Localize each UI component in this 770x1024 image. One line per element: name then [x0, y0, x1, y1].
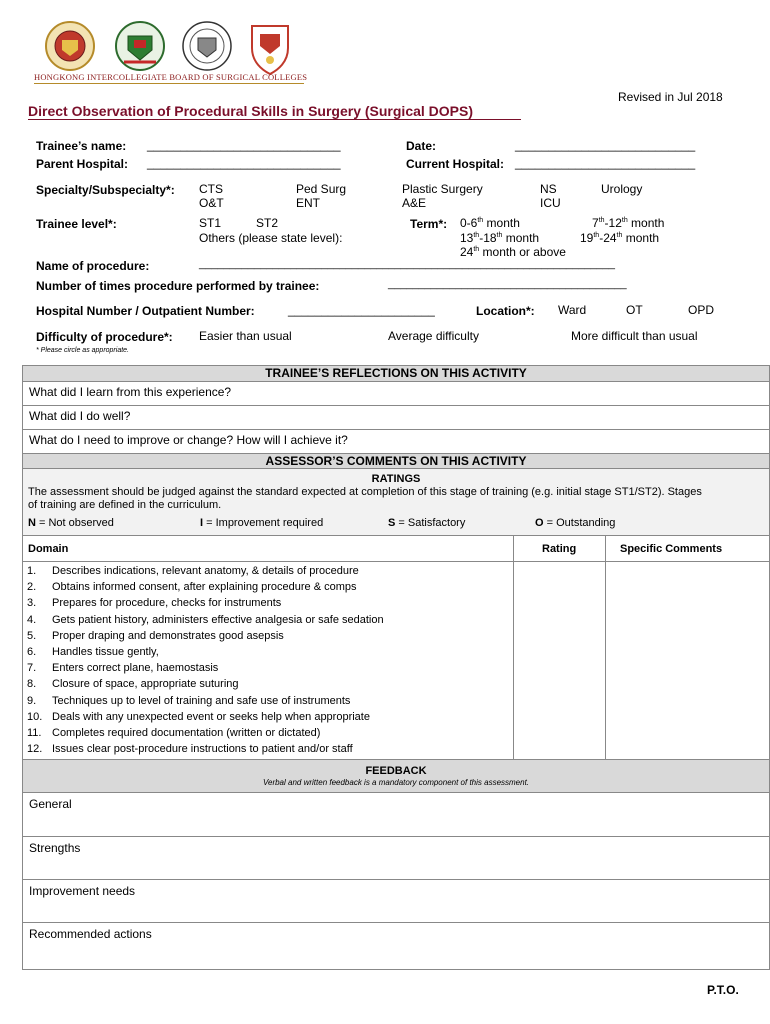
difficulty-label: Difficulty of procedure*:	[36, 330, 173, 344]
page-title: Direct Observation of Procedural Skills in Surgery (Surgical DOPS)	[28, 103, 474, 119]
domain-number: 7.	[27, 662, 37, 675]
domain-row[interactable]	[22, 711, 770, 727]
domain-number: 8.	[27, 678, 37, 691]
general-label: General	[29, 797, 72, 811]
strengths-field[interactable]	[22, 836, 770, 880]
date-label: Date:	[406, 139, 437, 153]
specialty-option[interactable]: ICU	[540, 196, 561, 210]
domain-text: Prepares for procedure, checks for instruments	[52, 597, 282, 610]
domain-text: Deals with any unexpected event or seeks help when appropriate	[52, 710, 370, 723]
circle-note: * Please circle as appropriate.	[36, 347, 129, 354]
domain-row[interactable]	[22, 678, 770, 694]
trainee-name-label: Trainee’s name:	[36, 139, 127, 153]
domain-text: Obtains informed consent, after explaining procedure & comps	[52, 581, 357, 594]
reflection-improve-field[interactable]	[22, 429, 770, 454]
domain-row[interactable]	[22, 727, 770, 743]
specialty-option[interactable]: A&E	[402, 196, 427, 210]
reflections-heading: TRAINEE’S REFLECTIONS ON THIS ACTIVITY	[22, 365, 770, 382]
assessor-heading: ASSESSOR’S COMMENTS ON THIS ACTIVITY	[22, 453, 770, 469]
improvement-label: Improvement needs	[29, 884, 136, 898]
term-option[interactable]: 24th month or above	[460, 245, 566, 259]
term-option[interactable]: 7th-12th month	[592, 216, 665, 230]
domain-row[interactable]	[22, 565, 770, 581]
domain-text: Closure of space, appropriate suturing	[52, 678, 239, 691]
specialty-option[interactable]: Urology	[601, 182, 643, 196]
domain-number: 11.	[27, 727, 42, 739]
domain-row[interactable]	[22, 597, 770, 613]
general-feedback-field[interactable]	[22, 792, 770, 837]
reflection-improve-label: What do I need to improve or change? How will I achieve it?	[29, 433, 348, 447]
term-option[interactable]: 0-6th month	[460, 216, 520, 230]
legend-outstanding: O = Outstanding	[535, 517, 616, 529]
domain-text: Handles tissue gently,	[52, 646, 159, 658]
domain-number: 9.	[27, 694, 37, 707]
rating-column-header: Rating	[542, 543, 577, 555]
comments-column-header: Specific Comments	[620, 543, 723, 555]
domain-text: Enters correct plane, haemostasis	[52, 662, 219, 675]
times-field[interactable]: _______________________________________	[388, 278, 627, 290]
domain-row[interactable]	[22, 630, 770, 646]
college-crest-3-icon	[181, 20, 233, 72]
feedback-subtext: Verbal and written feedback is a mandatory component of this assessment.	[262, 778, 530, 787]
hospital-number-label: Hospital Number / Outpatient Number:	[36, 304, 255, 318]
specialty-option[interactable]: Ped Surg	[296, 182, 347, 196]
board-name: HONGKONG INTERCOLLEGIATE BOARD OF SURGICAL COLLEGES	[34, 72, 308, 82]
title-underline	[28, 119, 521, 120]
domain-row[interactable]	[22, 614, 770, 630]
ratings-text: of training are defined in the curriculum.	[28, 499, 222, 511]
ratings-text: The assessment should be judged against the standard expected at completion of this stage of training (e.g. initial stage ST1/ST2). Stages	[28, 486, 702, 498]
domain-row[interactable]	[22, 646, 770, 662]
strengths-label: Strengths	[29, 841, 81, 855]
domain-text: Completes required documentation (written or dictated)	[52, 727, 321, 739]
specialty-option[interactable]: ENT	[296, 196, 320, 210]
domain-text: Techniques up to level of training and safe use of instruments	[52, 694, 351, 707]
feedback-box	[22, 759, 770, 793]
current-hospital-field[interactable]: ___________________________	[515, 156, 696, 170]
ratings-heading: RATINGS	[371, 473, 421, 485]
date-field[interactable]: ___________________________	[515, 138, 696, 152]
pto-label: P.T.O.	[707, 983, 739, 997]
reflection-well-label: What did I do well?	[29, 409, 131, 423]
college-crest-2-icon	[114, 20, 166, 72]
domain-number: 10.	[27, 710, 43, 723]
difficulty-option[interactable]: Easier than usual	[199, 329, 292, 343]
revision-date: Revised in Jul 2018	[618, 90, 723, 104]
specialty-option[interactable]: CTS	[199, 182, 223, 196]
domain-row[interactable]	[22, 581, 770, 597]
legend-satisfactory: S = Satisfactory	[388, 517, 466, 529]
domain-text: Issues clear post-procedure instructions to patient and/or staff	[52, 743, 353, 756]
location-label: Location*:	[476, 304, 535, 318]
legend-improvement: I = Improvement required	[200, 517, 324, 529]
header-rule	[34, 83, 304, 84]
specialty-label: Specialty/Subspecialty*:	[36, 183, 175, 197]
location-option[interactable]: OPD	[688, 303, 715, 317]
college-crest-4-icon	[244, 20, 296, 76]
current-hospital-label: Current Hospital:	[406, 157, 505, 171]
domain-text: Describes indications, relevant anatomy, & details of procedure	[52, 565, 359, 577]
parent-hospital-field[interactable]: _____________________________	[147, 156, 341, 170]
reflection-well-field[interactable]	[22, 405, 770, 430]
domain-number: 4.	[27, 613, 37, 626]
domain-column-header: Domain	[28, 543, 69, 555]
actions-label: Recommended actions	[29, 927, 152, 941]
domain-row[interactable]	[22, 695, 770, 711]
legend-not-observed: N = Not observed	[28, 517, 114, 529]
improvement-needs-field[interactable]	[22, 879, 770, 923]
level-option[interactable]: ST2	[256, 216, 279, 230]
parent-hospital-label: Parent Hospital:	[36, 157, 129, 171]
difficulty-option[interactable]: More difficult than usual	[571, 329, 698, 343]
location-option[interactable]: OT	[626, 303, 643, 317]
domain-number: 12.	[27, 743, 43, 756]
recommended-actions-field[interactable]	[22, 922, 770, 970]
term-option[interactable]: 19th-24th month	[580, 231, 660, 245]
procedure-label: Name of procedure:	[36, 259, 150, 273]
domain-number: 2.	[27, 581, 37, 594]
specialty-option[interactable]: O&T	[199, 196, 224, 210]
procedure-field[interactable]: ____________________________________________________________________	[199, 258, 616, 270]
term-option[interactable]: 13th-18th month	[460, 231, 540, 245]
domain-number: 6.	[27, 646, 37, 658]
domain-number: 3.	[27, 597, 37, 610]
domain-text: Proper draping and demonstrates good asepsis	[52, 629, 284, 642]
domain-text: Gets patient history, administers effective analgesia or safe sedation	[52, 613, 384, 626]
college-crest-1-icon	[44, 20, 96, 72]
level-other-option[interactable]: Others (please state level):	[199, 231, 343, 245]
reflection-learn-label: What did I learn from this experience?	[29, 385, 232, 399]
difficulty-option[interactable]: Average difficulty	[388, 329, 479, 343]
domain-row[interactable]	[22, 662, 770, 678]
hospital-number-field[interactable]: ______________________	[288, 303, 435, 317]
trainee-name-field[interactable]: _____________________________	[147, 138, 341, 152]
domain-number: 1.	[27, 565, 37, 577]
term-label: Term*:	[410, 217, 448, 231]
times-label: Number of times procedure performed by trainee:	[36, 279, 320, 293]
specialty-option[interactable]: NS	[540, 182, 557, 196]
specialty-option[interactable]: Plastic Surgery	[402, 182, 483, 196]
domain-row[interactable]	[22, 743, 770, 759]
feedback-heading: FEEDBACK	[365, 765, 427, 777]
domain-number: 5.	[27, 629, 37, 642]
location-option[interactable]: Ward	[558, 303, 587, 317]
trainee-level-label: Trainee level*:	[36, 217, 117, 231]
level-option[interactable]: ST1	[199, 216, 222, 230]
reflection-learn-field[interactable]	[22, 381, 770, 406]
